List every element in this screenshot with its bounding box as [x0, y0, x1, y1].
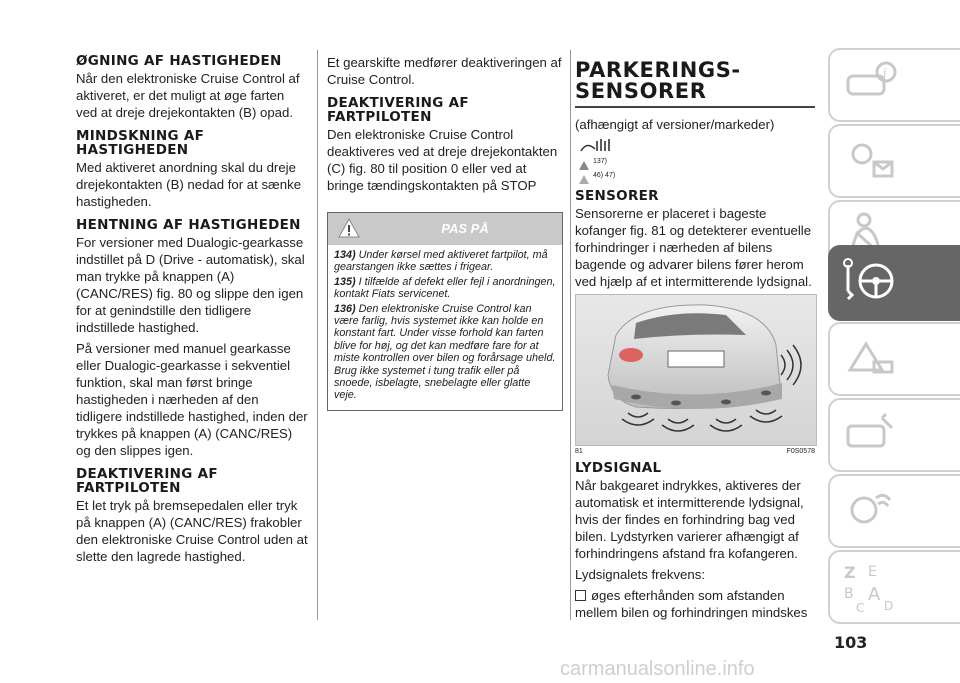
chapter-tab-warnings[interactable] [828, 124, 960, 198]
bullet-item [575, 587, 815, 621]
page-number: 103 [834, 633, 868, 652]
car-rear-illustration [576, 295, 816, 445]
bullet-text: øges efterhånden som afstanden mellem bilen og forhindringen mindskes [575, 588, 808, 620]
subtitle: (afhængigt af versioner/markeder) [575, 117, 775, 132]
column-1 [76, 54, 308, 569]
svg-text:C: C [856, 601, 865, 615]
chapter-tab-multimedia[interactable] [828, 474, 960, 548]
steering-wheel-key-icon [842, 255, 898, 311]
multimedia-icon [842, 484, 898, 536]
warning-item [334, 303, 556, 402]
car-info-icon [842, 58, 898, 110]
maintenance-icon [842, 408, 898, 460]
section-title: ØGNING AF HASTIGHEDEN [76, 53, 282, 69]
chapter-tab-maintenance[interactable] [828, 398, 960, 472]
section-title: HENTNING AF HASTIGHEDEN [76, 217, 301, 233]
warning-text: Under kørsel med aktiveret fartpilot, må gearstangen ikke sættes i frigear. [334, 249, 548, 274]
title-rule [575, 106, 815, 108]
warning-number: 135) [334, 275, 356, 288]
figure-caption [575, 448, 815, 455]
warning-item [334, 249, 556, 274]
watermark: carmanualsonline.info [560, 658, 755, 680]
warning-number: 134) [334, 249, 356, 261]
emergency-icon [842, 332, 898, 384]
warning-box [327, 212, 563, 411]
paragraph: For versioner med Dualogic-gearkasse indstillet på D (Drive - automatisk), skal man trykke på knappen (A) (CANC/RES) fig. 80 og slippe den igen for at genindstille den tidligere indstillede hastighed. [76, 235, 305, 335]
section-title: LYDSIGNAL [575, 460, 662, 476]
warning-body [328, 245, 562, 410]
column-divider [570, 50, 571, 620]
paragraph: På versioner med manuel gearkasse eller Dualogic-gearkasse i sekventiel funktion, skal man først bringe hastigheden i nærheden af den tidligere indstillede hastighed, inden der trykkes på knappen (A) (CANC/RES) og den slippes igen. [76, 341, 308, 458]
column-2 [327, 54, 563, 411]
paragraph: Den elektroniske Cruise Control deaktiveres ved at dreje drejekontakten (C) fig. 80 til position 0 eller ved at bringe tændingskontakten på STOP [327, 127, 558, 193]
section-title: DEAKTIVERING AF FARTPILOTEN [327, 95, 469, 125]
svg-text:D: D [884, 599, 894, 613]
reference-note: 137) [593, 158, 608, 165]
chapter-tab-index[interactable] [828, 550, 960, 624]
svg-text:Z: Z [844, 563, 856, 582]
reference-note: 46) 47) [593, 172, 616, 179]
lights-warning-icon [842, 134, 898, 186]
chapter-title: PARKERINGS-SENSORER [575, 58, 741, 103]
paragraph: Med aktiveret anordning skal du dreje drejekontakten (B) nedad for at sænke hastigheden. [76, 160, 302, 209]
section-title: SENSORER [575, 188, 659, 204]
svg-text:B: B [844, 586, 854, 602]
chapter-tab-emergency[interactable] [828, 322, 960, 396]
column-3 [575, 54, 815, 625]
reference-icons [575, 137, 815, 183]
parking-sensor-figure [575, 294, 817, 446]
warning-title: PAS PÅ [441, 221, 489, 236]
paragraph: Når bakgearet indrykkes, aktiveres der automatisk et intermitterende lydsignal, hvis der findes en forhindring bag ved bilen. Lydstyrken varierer afhængigt af forhindringens afstand fra kofangeren. [575, 478, 804, 561]
warning-triangle-icon [579, 171, 589, 189]
paragraph: Når den elektroniske Cruise Control af aktiveret, er det muligt at øge farten ved at dreje drejekontakten (B) opad. [76, 71, 300, 120]
svg-text:A: A [868, 584, 881, 605]
paragraph: Sensorerne er placeret i bageste kofanger fig. 81 og detekterer eventuelle forhindringer i nærheden af bilens bagende og advarer bilens fører herom ved hjælp af et intermitterende lydsignal. [575, 206, 812, 289]
checkbox-bullet-icon [575, 590, 586, 601]
column-divider [317, 50, 318, 620]
section-title: MINDSKNING AF HASTIGHEDEN [76, 128, 205, 158]
warning-text: Den elektroniske Cruise Control kan være farlig, hvis systemet ikke kan holde en konstant fart. Under visse forhold kan farten blive for høj, og det kan medføre fare for at miste kontrollen over bilen og forårsage uheld. Brug ikke systemet i tung trafik eller på snoede, isbelagte, snebelagte eller glatte veje. [334, 302, 556, 402]
svg-text:E: E [868, 564, 877, 580]
warning-header [328, 213, 562, 245]
chapter-tab-dashboard[interactable] [828, 48, 960, 122]
alphabetical-index-icon [842, 560, 902, 616]
warning-item [334, 276, 556, 301]
chapter-tab-driving[interactable] [828, 245, 960, 321]
warning-text: I tilfælde af defekt eller fejl i anordningen, kontakt Fiats servicenet. [334, 275, 556, 301]
paragraph: Lydsignalets frekvens: [575, 567, 705, 582]
section-title: DEAKTIVERING AF FARTPILOTEN [76, 466, 218, 496]
figure-number: 81 [575, 448, 583, 455]
paragraph: Et let tryk på bremsepedalen eller tryk på knappen (A) (CANC/RES) frakobler den elektroniske Cruise Control uden at slette den lagrede hastighed. [76, 498, 308, 564]
figure-code: F0S0578 [786, 448, 815, 455]
svg-text:i: i [883, 66, 887, 80]
warning-number: 136) [334, 302, 356, 315]
paragraph: Et gearskifte medfører deaktiveringen af Cruise Control. [327, 55, 562, 87]
